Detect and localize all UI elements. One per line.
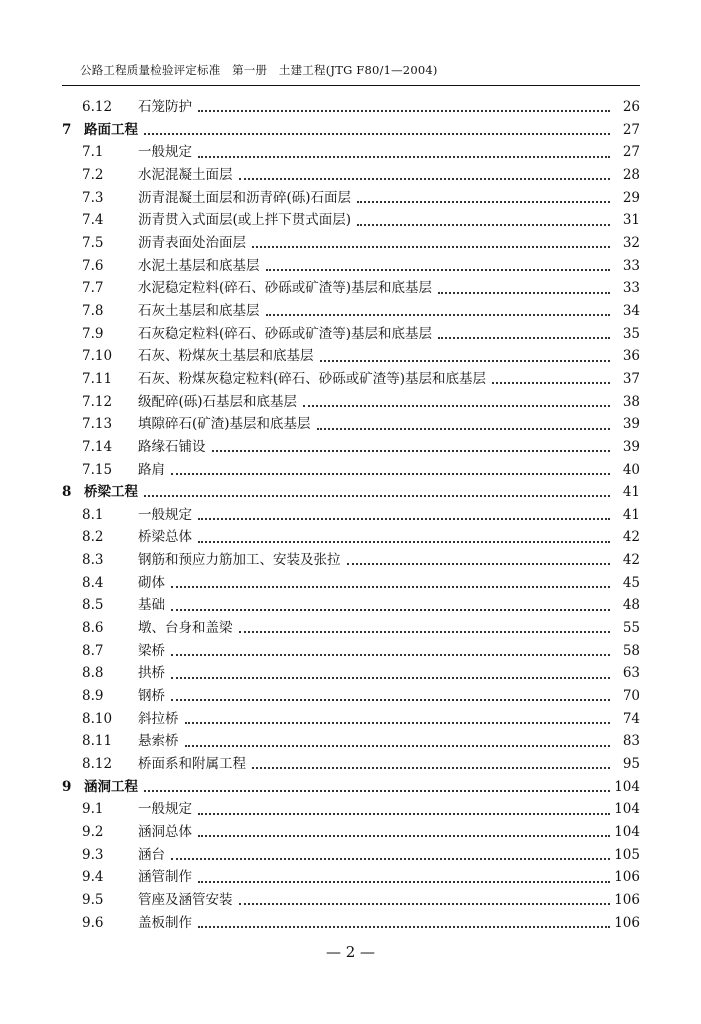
toc-dot-leader bbox=[198, 813, 610, 815]
toc-dot-leader bbox=[317, 428, 610, 430]
toc-section-entry bbox=[62, 572, 640, 595]
toc-section-entry bbox=[62, 640, 640, 663]
header-rule bbox=[62, 85, 640, 86]
toc-entry-number: 7.9 bbox=[82, 325, 104, 342]
toc-entry-number: 8.11 bbox=[82, 733, 113, 750]
toc-chapter-entry bbox=[62, 481, 640, 504]
toc-entry-number: 7.6 bbox=[82, 257, 104, 274]
toc-entry-number: 7.10 bbox=[82, 348, 113, 365]
toc-section-entry bbox=[62, 209, 640, 232]
toc-entry-title: 涵管制作 bbox=[138, 869, 192, 886]
toc-entry-number: 7.8 bbox=[82, 302, 104, 319]
toc-entry-title: 盖板制作 bbox=[138, 914, 192, 931]
toc-entry-title: 石灰土基层和底基层 bbox=[138, 302, 260, 319]
toc-section-entry bbox=[62, 549, 640, 572]
toc-dot-leader bbox=[198, 541, 610, 543]
toc-entry-page: 29 bbox=[622, 189, 640, 206]
table-of-contents bbox=[62, 96, 640, 934]
toc-entry-page: 106 bbox=[614, 914, 640, 931]
toc-section-entry bbox=[62, 187, 640, 210]
toc-entry-page: 70 bbox=[622, 688, 640, 705]
toc-dot-leader bbox=[347, 563, 611, 565]
toc-section-entry bbox=[62, 685, 640, 708]
toc-dot-leader bbox=[144, 495, 610, 497]
toc-dot-leader bbox=[252, 767, 610, 769]
toc-entry-title: 沥青表面处治面层 bbox=[138, 234, 246, 251]
toc-entry-title: 桥梁工程 bbox=[84, 484, 138, 501]
toc-entry-page: 74 bbox=[622, 710, 640, 727]
toc-entry-page: 95 bbox=[622, 756, 640, 773]
toc-entry-number: 7.11 bbox=[82, 370, 113, 387]
toc-section-entry bbox=[62, 96, 640, 119]
toc-entry-page: 33 bbox=[622, 280, 640, 297]
toc-entry-title: 沥青混凝土面层和沥青碎(砾)石面层 bbox=[138, 189, 352, 206]
toc-section-entry bbox=[62, 436, 640, 459]
toc-section-entry bbox=[62, 504, 640, 527]
toc-entry-title: 级配碎(砾)石基层和底基层 bbox=[138, 393, 298, 410]
toc-entry-number: 8.10 bbox=[82, 710, 113, 727]
toc-entry-title: 钢筋和预应力筋加工、安装及张拉 bbox=[138, 552, 341, 569]
toc-dot-leader bbox=[171, 586, 610, 588]
page-number: — 2 — bbox=[325, 943, 376, 961]
toc-dot-leader bbox=[303, 405, 610, 407]
toc-section-entry bbox=[62, 368, 640, 391]
toc-entry-page: 36 bbox=[622, 348, 640, 365]
toc-entry-number: 8.5 bbox=[82, 597, 104, 614]
toc-section-entry bbox=[62, 798, 640, 821]
toc-entry-title: 涵洞总体 bbox=[138, 824, 192, 840]
toc-section-entry bbox=[62, 526, 640, 549]
toc-entry-title: 石灰、粉煤灰土基层和底基层 bbox=[138, 348, 314, 365]
toc-entry-title: 路肩 bbox=[138, 461, 165, 478]
toc-entry-title: 水泥混凝土面层 bbox=[138, 166, 233, 183]
toc-entry-number: 8.2 bbox=[82, 529, 104, 546]
toc-entry-page: 63 bbox=[622, 665, 640, 682]
toc-entry-title: 石灰稳定粒料(碎石、砂砾或矿渣等)基层和底基层 bbox=[138, 325, 433, 342]
toc-entry-page: 39 bbox=[622, 438, 640, 455]
toc-entry-page: 104 bbox=[614, 778, 640, 795]
toc-entry-page: 48 bbox=[622, 597, 640, 614]
toc-entry-page: 106 bbox=[614, 891, 640, 908]
toc-entry-page: 31 bbox=[622, 212, 640, 229]
toc-entry-title: 一般规定 bbox=[138, 144, 192, 161]
toc-section-entry bbox=[62, 255, 640, 278]
running-header: 公路工程质量检验评定标准 第一册 土建工程(JTG F80/1—2004) bbox=[80, 63, 438, 77]
toc-entry-title: 路面工程 bbox=[84, 121, 138, 138]
toc-entry-title: 沥青贯入式面层(或上拌下贯式面层) bbox=[138, 212, 352, 229]
toc-section-entry bbox=[62, 141, 640, 164]
toc-entry-title: 斜拉桥 bbox=[138, 710, 179, 727]
toc-section-entry bbox=[62, 277, 640, 300]
toc-entry-page: 104 bbox=[614, 824, 640, 840]
toc-entry-page: 37 bbox=[622, 370, 640, 387]
toc-section-entry bbox=[62, 300, 640, 323]
toc-entry-page: 41 bbox=[622, 484, 640, 501]
toc-dot-leader bbox=[171, 654, 610, 656]
toc-entry-number: 9.3 bbox=[82, 846, 104, 863]
toc-entry-page: 32 bbox=[622, 234, 640, 251]
toc-entry-number: 8.12 bbox=[82, 756, 113, 773]
toc-dot-leader bbox=[492, 382, 610, 384]
toc-entry-number: 8.3 bbox=[82, 552, 104, 569]
toc-dot-leader bbox=[239, 631, 611, 633]
toc-section-entry bbox=[62, 821, 640, 844]
toc-entry-page: 55 bbox=[622, 620, 640, 637]
toc-entry-page: 105 bbox=[614, 846, 640, 863]
toc-entry-title: 桥梁总体 bbox=[138, 529, 192, 546]
toc-section-entry bbox=[62, 232, 640, 255]
toc-dot-leader bbox=[171, 473, 610, 475]
toc-dot-leader bbox=[266, 269, 611, 271]
toc-entry-number: 7.2 bbox=[82, 166, 104, 183]
toc-entry-number: 8.4 bbox=[82, 574, 104, 591]
toc-entry-number: 7.12 bbox=[82, 393, 113, 410]
toc-entry-title: 钢桥 bbox=[138, 688, 165, 705]
toc-dot-leader bbox=[266, 314, 611, 316]
toc-dot-leader bbox=[171, 699, 610, 701]
toc-entry-page: 34 bbox=[622, 302, 640, 319]
toc-section-entry bbox=[62, 912, 640, 935]
toc-entry-number: 9.4 bbox=[82, 869, 104, 886]
toc-dot-leader bbox=[198, 835, 610, 837]
toc-entry-page: 45 bbox=[622, 574, 640, 591]
toc-section-entry bbox=[62, 323, 640, 346]
toc-entry-number: 7.3 bbox=[82, 189, 104, 206]
toc-section-entry bbox=[62, 866, 640, 889]
toc-entry-number: 9.1 bbox=[82, 801, 104, 818]
toc-entry-page: 27 bbox=[622, 144, 640, 161]
toc-entry-title: 一般规定 bbox=[138, 801, 192, 818]
toc-chapter-entry bbox=[62, 776, 640, 799]
toc-entry-title: 梁桥 bbox=[138, 642, 165, 659]
toc-entry-title: 水泥土基层和底基层 bbox=[138, 257, 260, 274]
toc-entry-page: 26 bbox=[622, 99, 640, 115]
toc-dot-leader bbox=[144, 790, 610, 792]
toc-entry-number: 6.12 bbox=[82, 99, 113, 115]
toc-entry-title: 涵洞工程 bbox=[84, 778, 138, 795]
toc-dot-leader bbox=[198, 881, 610, 883]
toc-dot-leader bbox=[171, 677, 610, 679]
toc-section-entry bbox=[62, 413, 640, 436]
toc-dot-leader bbox=[171, 609, 610, 611]
toc-section-entry bbox=[62, 889, 640, 912]
toc-entry-page: 104 bbox=[614, 801, 640, 818]
toc-entry-page: 41 bbox=[622, 506, 640, 523]
toc-entry-page: 27 bbox=[622, 121, 640, 138]
toc-dot-leader bbox=[198, 926, 610, 928]
toc-entry-title: 石笼防护 bbox=[138, 99, 192, 115]
toc-entry-title: 墩、台身和盖梁 bbox=[138, 620, 233, 637]
toc-entry-title: 基础 bbox=[138, 597, 165, 614]
toc-dot-leader bbox=[320, 360, 611, 362]
toc-dot-leader bbox=[438, 292, 610, 294]
toc-entry-page: 106 bbox=[614, 869, 640, 886]
toc-dot-leader bbox=[198, 518, 610, 520]
toc-dot-leader bbox=[144, 133, 610, 135]
toc-entry-title: 一般规定 bbox=[138, 506, 192, 523]
toc-dot-leader bbox=[198, 156, 610, 158]
toc-entry-number: 8.1 bbox=[82, 506, 104, 523]
toc-entry-number: 7 bbox=[62, 121, 72, 138]
toc-entry-page: 35 bbox=[622, 325, 640, 342]
toc-entry-page: 58 bbox=[622, 642, 640, 659]
toc-entry-number: 9.5 bbox=[82, 891, 104, 908]
toc-section-entry bbox=[62, 345, 640, 368]
toc-entry-number: 7.5 bbox=[82, 234, 104, 251]
toc-entry-page: 38 bbox=[622, 393, 640, 410]
toc-entry-number: 7.13 bbox=[82, 416, 113, 433]
toc-entry-number: 7.1 bbox=[82, 144, 104, 161]
toc-entry-number: 8.9 bbox=[82, 688, 104, 705]
toc-entry-title: 涵台 bbox=[138, 846, 165, 863]
toc-entry-page: 42 bbox=[622, 552, 640, 569]
toc-dot-leader bbox=[357, 201, 610, 203]
toc-dot-leader bbox=[252, 246, 610, 248]
toc-dot-leader bbox=[239, 178, 611, 180]
toc-dot-leader bbox=[185, 722, 611, 724]
toc-entry-number: 8.6 bbox=[82, 620, 104, 637]
toc-entry-page: 40 bbox=[622, 461, 640, 478]
toc-section-entry bbox=[62, 594, 640, 617]
toc-entry-number: 8 bbox=[62, 484, 72, 501]
toc-entry-page: 83 bbox=[622, 733, 640, 750]
toc-section-entry bbox=[62, 708, 640, 731]
toc-entry-page: 42 bbox=[622, 529, 640, 546]
toc-dot-leader bbox=[171, 858, 610, 860]
toc-entry-title: 砌体 bbox=[138, 574, 165, 591]
toc-entry-title: 石灰、粉煤灰稳定粒料(碎石、砂砾或矿渣等)基层和底基层 bbox=[138, 370, 487, 387]
toc-section-entry bbox=[62, 459, 640, 482]
toc-entry-title: 路缘石铺设 bbox=[138, 438, 206, 455]
toc-entry-title: 桥面系和附属工程 bbox=[138, 756, 246, 773]
toc-entry-number: 8.8 bbox=[82, 665, 104, 682]
toc-entry-number: 9.2 bbox=[82, 824, 104, 840]
toc-section-entry bbox=[62, 617, 640, 640]
toc-entry-number: 7.15 bbox=[82, 461, 113, 478]
toc-section-entry bbox=[62, 844, 640, 867]
toc-entry-page: 39 bbox=[622, 416, 640, 433]
toc-section-entry bbox=[62, 753, 640, 776]
toc-entry-number: 7.14 bbox=[82, 438, 113, 455]
toc-dot-leader bbox=[212, 450, 611, 452]
toc-dot-leader bbox=[198, 110, 610, 112]
toc-entry-number: 9.6 bbox=[82, 914, 104, 931]
toc-dot-leader bbox=[438, 337, 610, 339]
toc-dot-leader bbox=[239, 903, 611, 905]
toc-entry-title: 悬索桥 bbox=[138, 733, 179, 750]
toc-dot-leader bbox=[357, 224, 610, 226]
toc-entry-title: 拱桥 bbox=[138, 665, 165, 682]
toc-dot-leader bbox=[185, 745, 611, 747]
toc-entry-number: 8.7 bbox=[82, 642, 104, 659]
toc-entry-number: 7.7 bbox=[82, 280, 104, 297]
toc-section-entry bbox=[62, 164, 640, 187]
toc-entry-title: 填隙碎石(矿渣)基层和底基层 bbox=[138, 416, 311, 433]
toc-section-entry bbox=[62, 391, 640, 414]
toc-entry-title: 水泥稳定粒料(碎石、砂砾或矿渣等)基层和底基层 bbox=[138, 280, 433, 297]
toc-entry-title: 管座及涵管安装 bbox=[138, 891, 233, 908]
toc-chapter-entry bbox=[62, 119, 640, 142]
toc-entry-page: 33 bbox=[622, 257, 640, 274]
toc-entry-page: 28 bbox=[622, 166, 640, 183]
toc-entry-number: 7.4 bbox=[82, 212, 104, 229]
toc-section-entry bbox=[62, 730, 640, 753]
toc-entry-number: 9 bbox=[62, 778, 72, 795]
toc-section-entry bbox=[62, 662, 640, 685]
